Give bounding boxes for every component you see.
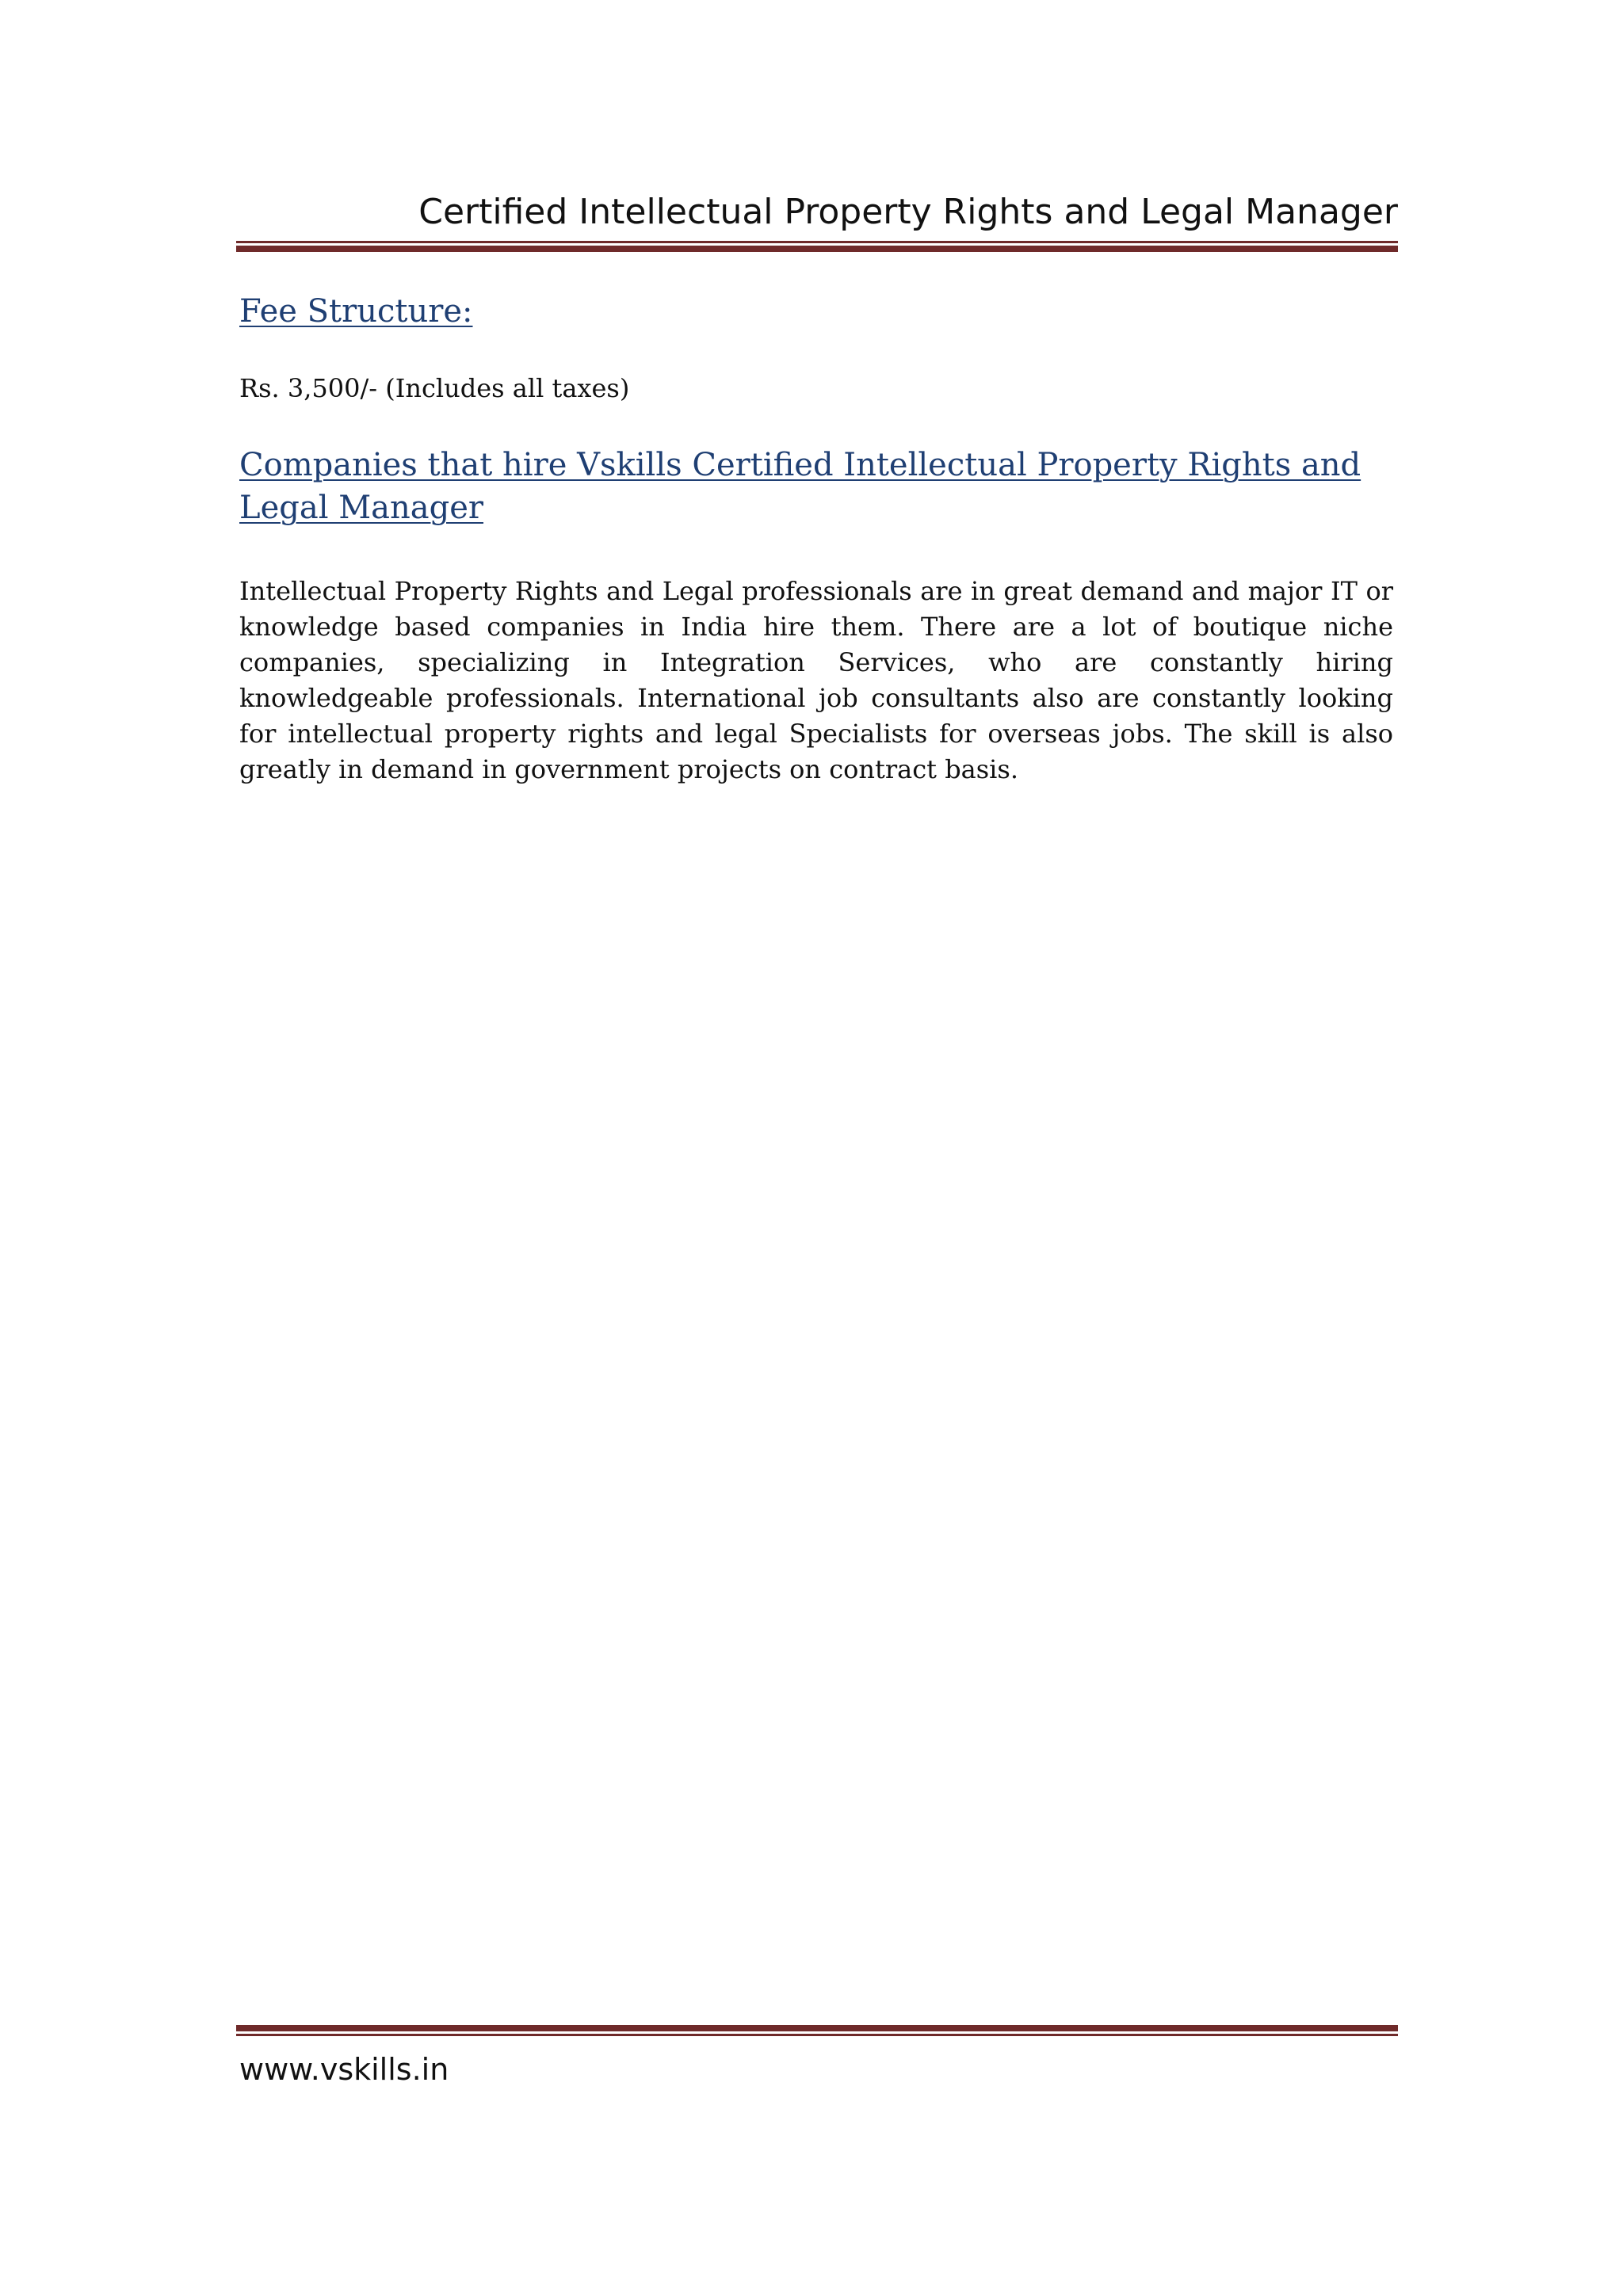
fee-structure-heading: Fee Structure: (239, 293, 473, 330)
footer-rule-thick (236, 2025, 1398, 2031)
page-footer (236, 2025, 1398, 2088)
header-rule-thick (236, 246, 1398, 252)
companies-heading: Companies that hire Vskills Certified Intellectual Property Rights and Legal Manager (239, 447, 1361, 526)
page-header (236, 189, 1398, 255)
companies-paragraph: Intellectual Property Rights and Legal professionals are in great demand and major IT or knowledge based companies in India hire them. There are a lot of boutique niche companies, specializing in Integration Services, who are constantly hiring knowledgeable professionals. International job consultants also are constantly looking for intellectual property rights and legal Specialists for overseas jobs. The skill is also greatly in demand in government projects on contract basis. (239, 576, 1393, 784)
footer-url: www.vskills.in (239, 2052, 449, 2087)
header-title: Certified Intellectual Property Rights and Legal Manager (418, 192, 1398, 232)
header-rule-thin (236, 241, 1398, 243)
page-content (239, 290, 1393, 788)
fee-text: Rs. 3,500/- (Includes all taxes) (239, 373, 630, 403)
footer-rule-thin (236, 2034, 1398, 2036)
